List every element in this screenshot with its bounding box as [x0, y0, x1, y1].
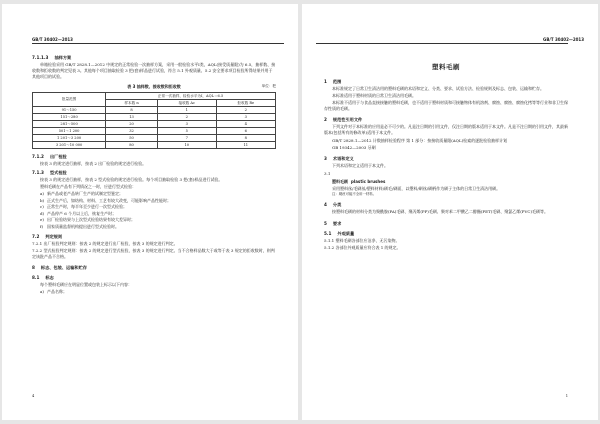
paragraph: 7.2.2 型式检验判定规则：按表 2 的规定进行型式检验，按表 3 的规定进行判定。当不合格样品数大于或等于表 3 规定的拒收数时，则判定该批产品不合格。	[32, 248, 275, 260]
section-heading: 3 术语和定义	[324, 155, 354, 161]
table-cell: 151～280	[33, 114, 106, 121]
table-cell: 91～150	[33, 107, 106, 114]
right-page-body	[324, 62, 568, 251]
list-item: f) 国家质量监督机构提出进行型式检验时。	[40, 224, 119, 230]
table-row	[33, 142, 276, 149]
table-header-cell: 拒收数 Re	[216, 100, 275, 107]
paragraph: 5.1.1 塑料毛刷各部位应洁净、无污染物。	[324, 237, 400, 243]
left-page-body	[32, 52, 276, 295]
reference-entry: GB 19342—2003 牙刷	[332, 144, 376, 150]
table-cell: 4	[216, 121, 275, 128]
paragraph: 单箱检验采用 GB/T 2828.1—2012 中规定的正常检验一次抽样方案，采用一般检验水平Ⅰ类，AQL(接受质量限)为 6.5，抽样数、接收数和拒收数的判定见表 3。其他每个项目抽取检验 3 把(套)样品进行试验，符合 5.1 外观质量、5.2 安全要求项目检验所得结果并用于其他项目的试验。	[32, 62, 276, 80]
term-number: 3.1	[324, 170, 331, 176]
table-cell: 2	[216, 107, 275, 114]
section-heading: 2 规范性引用文件	[324, 117, 363, 123]
term-chinese: 塑料毛刷	[332, 178, 348, 184]
table-cell: 10	[157, 142, 216, 149]
standard-code: GB/T 30402—2013	[543, 37, 584, 42]
paragraph: 7.2.1 出厂检验判定规则：按表 2 的规定进行出厂检验，按表 3 的规定进行判定。	[32, 241, 178, 247]
header-rule	[316, 43, 568, 44]
section-heading: 8 标志、包装、运输和贮存	[32, 265, 87, 271]
paragraph: 下列术语和定义适用于本文件。	[332, 162, 388, 168]
table-cell: 11	[216, 142, 275, 149]
table-cell: 501～1 200	[33, 128, 106, 135]
page-number: 4	[32, 394, 35, 398]
document-title: 塑料毛刷	[432, 63, 460, 71]
table-cell: 2	[157, 114, 216, 121]
section-heading: 5.1 外观质量	[324, 230, 355, 236]
paragraph: 本标准规定了日常卫生清洁用的塑料毛刷的术语和定义、分类、要求、试验方法、检验规则及标志、包装、运输和贮存。	[332, 86, 544, 91]
left-page	[2, 4, 298, 420]
table-cell: 8	[106, 107, 158, 114]
table-row	[33, 107, 276, 114]
table-header-cell: 正常一次抽样，检验水平为Ⅰ，AQL＝6.5	[106, 93, 276, 100]
table-caption: 表 3 抽样数、接收数和拒收数 单位：把	[127, 84, 276, 90]
table-cell: 13	[106, 114, 158, 121]
sampling-table	[32, 92, 276, 149]
table-cell: 3	[157, 121, 216, 128]
header-rule	[32, 43, 284, 44]
table-cell: 7	[157, 135, 216, 142]
paragraph: 按表 3 的规定进行抽样，按表 2 型式检验的规定进行检验。每个项目抽取检验 3 把(套)样品进行试验。	[40, 177, 223, 183]
paragraph: 下列文件对于本标准的应用是必不可少的。凡是注日期的引用文件，仅注日期的版本适用于本文件。凡是不注日期的引用文件，其最新版本(包括所有的修改单)适用于本文件。	[324, 124, 568, 136]
section-heading: 7.2 判定规则	[32, 234, 63, 240]
list-item: a) 新产品或老产品转厂生产的试制定型鉴定；	[40, 191, 123, 197]
list-item: e) 出厂检验结果与上次型式检验结果有较大差异时；	[40, 217, 135, 223]
paragraph: 按塑料毛刷的材料分类为聚酰胺(PA)毛刷、聚丙烯(PP)毛刷、聚对苯二甲酸乙二醇酯(PET)毛刷、聚氯乙烯(PVC)毛刷等。	[332, 209, 548, 215]
table-cell: 3	[216, 114, 275, 121]
table-cell: 50	[106, 135, 158, 142]
table-cell: 32	[106, 128, 158, 135]
section-heading: 4 分类	[324, 202, 342, 208]
table-cell: 6	[216, 128, 275, 135]
table-cell: 3 201～10 000	[33, 142, 106, 149]
term-note: 注：刷丝可能不全用一材料。	[332, 192, 377, 197]
section-heading: 7.1.2 出厂检验	[32, 154, 67, 160]
list-item: a) 产品名称；	[40, 289, 67, 294]
table-row	[33, 121, 276, 128]
term-definition: 采用塑料丝/毛刷丝/塑料材料/刷毛/刷面，以塑料/刷丝/刷柄作为刷子主体的日常卫生清洁用刷。	[332, 185, 501, 191]
list-item: d) 产品停产 6 个月以上后，恢复生产时；	[40, 210, 117, 216]
term-entry	[324, 179, 568, 185]
table-cell: 281～500	[33, 121, 106, 128]
table-unit: 单位：把	[261, 84, 276, 89]
paragraph: 塑料毛刷在产品有下列情况之一时，应进行型式检验：	[40, 184, 136, 190]
paragraph: 本标准适用于塑料材质的日常卫生清洁用毛刷。	[332, 93, 416, 99]
table-cell: 8	[216, 135, 275, 142]
reference-entry: GB/T 2828.1—2012 计数抽样检验程序 第 1 部分：按接收质量限(AQL)检索的逐批检验抽样计划	[332, 137, 508, 143]
table-row	[33, 128, 276, 135]
table-cell: 80	[106, 142, 158, 149]
list-item: b) 正式生产后，如结构、材料、工艺有较大改变，可能影响产品性能时；	[40, 197, 171, 203]
section-heading: 5 要求	[324, 220, 342, 226]
paragraph: 按表 3 的规定进行抽样，按表 2 出厂检验的规定进行检验。	[40, 161, 147, 167]
table-row	[33, 135, 276, 142]
paragraph: 5.1.2 各部位外观质量应符合表 1 的规定。	[324, 244, 401, 250]
page-number: 1	[565, 394, 568, 398]
table-header-cell: 接收数 Ac	[157, 100, 216, 107]
table-header-row	[33, 93, 276, 100]
table-cell: 1	[157, 107, 216, 114]
table-row	[33, 114, 276, 121]
paragraph: 本标准不适用于与食品直接接触的塑料毛刷，也不适用于塑料材质和可接触物体有机溶剂、腐蚀、腐蚀、腐蚀化拷等等行业和非卫生保存性质的毛刷。	[324, 100, 568, 112]
table-cell: 20	[106, 121, 158, 128]
list-item: c) 正常生产时，每半年至少进行一次型式检验；	[40, 204, 127, 210]
table-header-cell: 样本数 n	[106, 100, 158, 107]
section-heading: 7.1.3 型式检验	[32, 170, 67, 176]
table-cell: 5	[157, 128, 216, 135]
right-page	[302, 4, 598, 420]
term-english: plastic brushes	[351, 178, 386, 184]
table-cell: 1 201～3 200	[33, 135, 106, 142]
section-heading: 1 范围	[324, 79, 342, 84]
section-heading: 8.1 标志	[32, 275, 54, 281]
paragraph: 每个塑料毛刷应在明显位置或包装上标示以下内容：	[40, 282, 132, 288]
standard-code: GB/T 30402—2013	[32, 37, 73, 42]
table-header-cell: 批量范围	[33, 93, 106, 107]
section-heading: 7.1.1.3 抽样方案	[32, 55, 72, 60]
